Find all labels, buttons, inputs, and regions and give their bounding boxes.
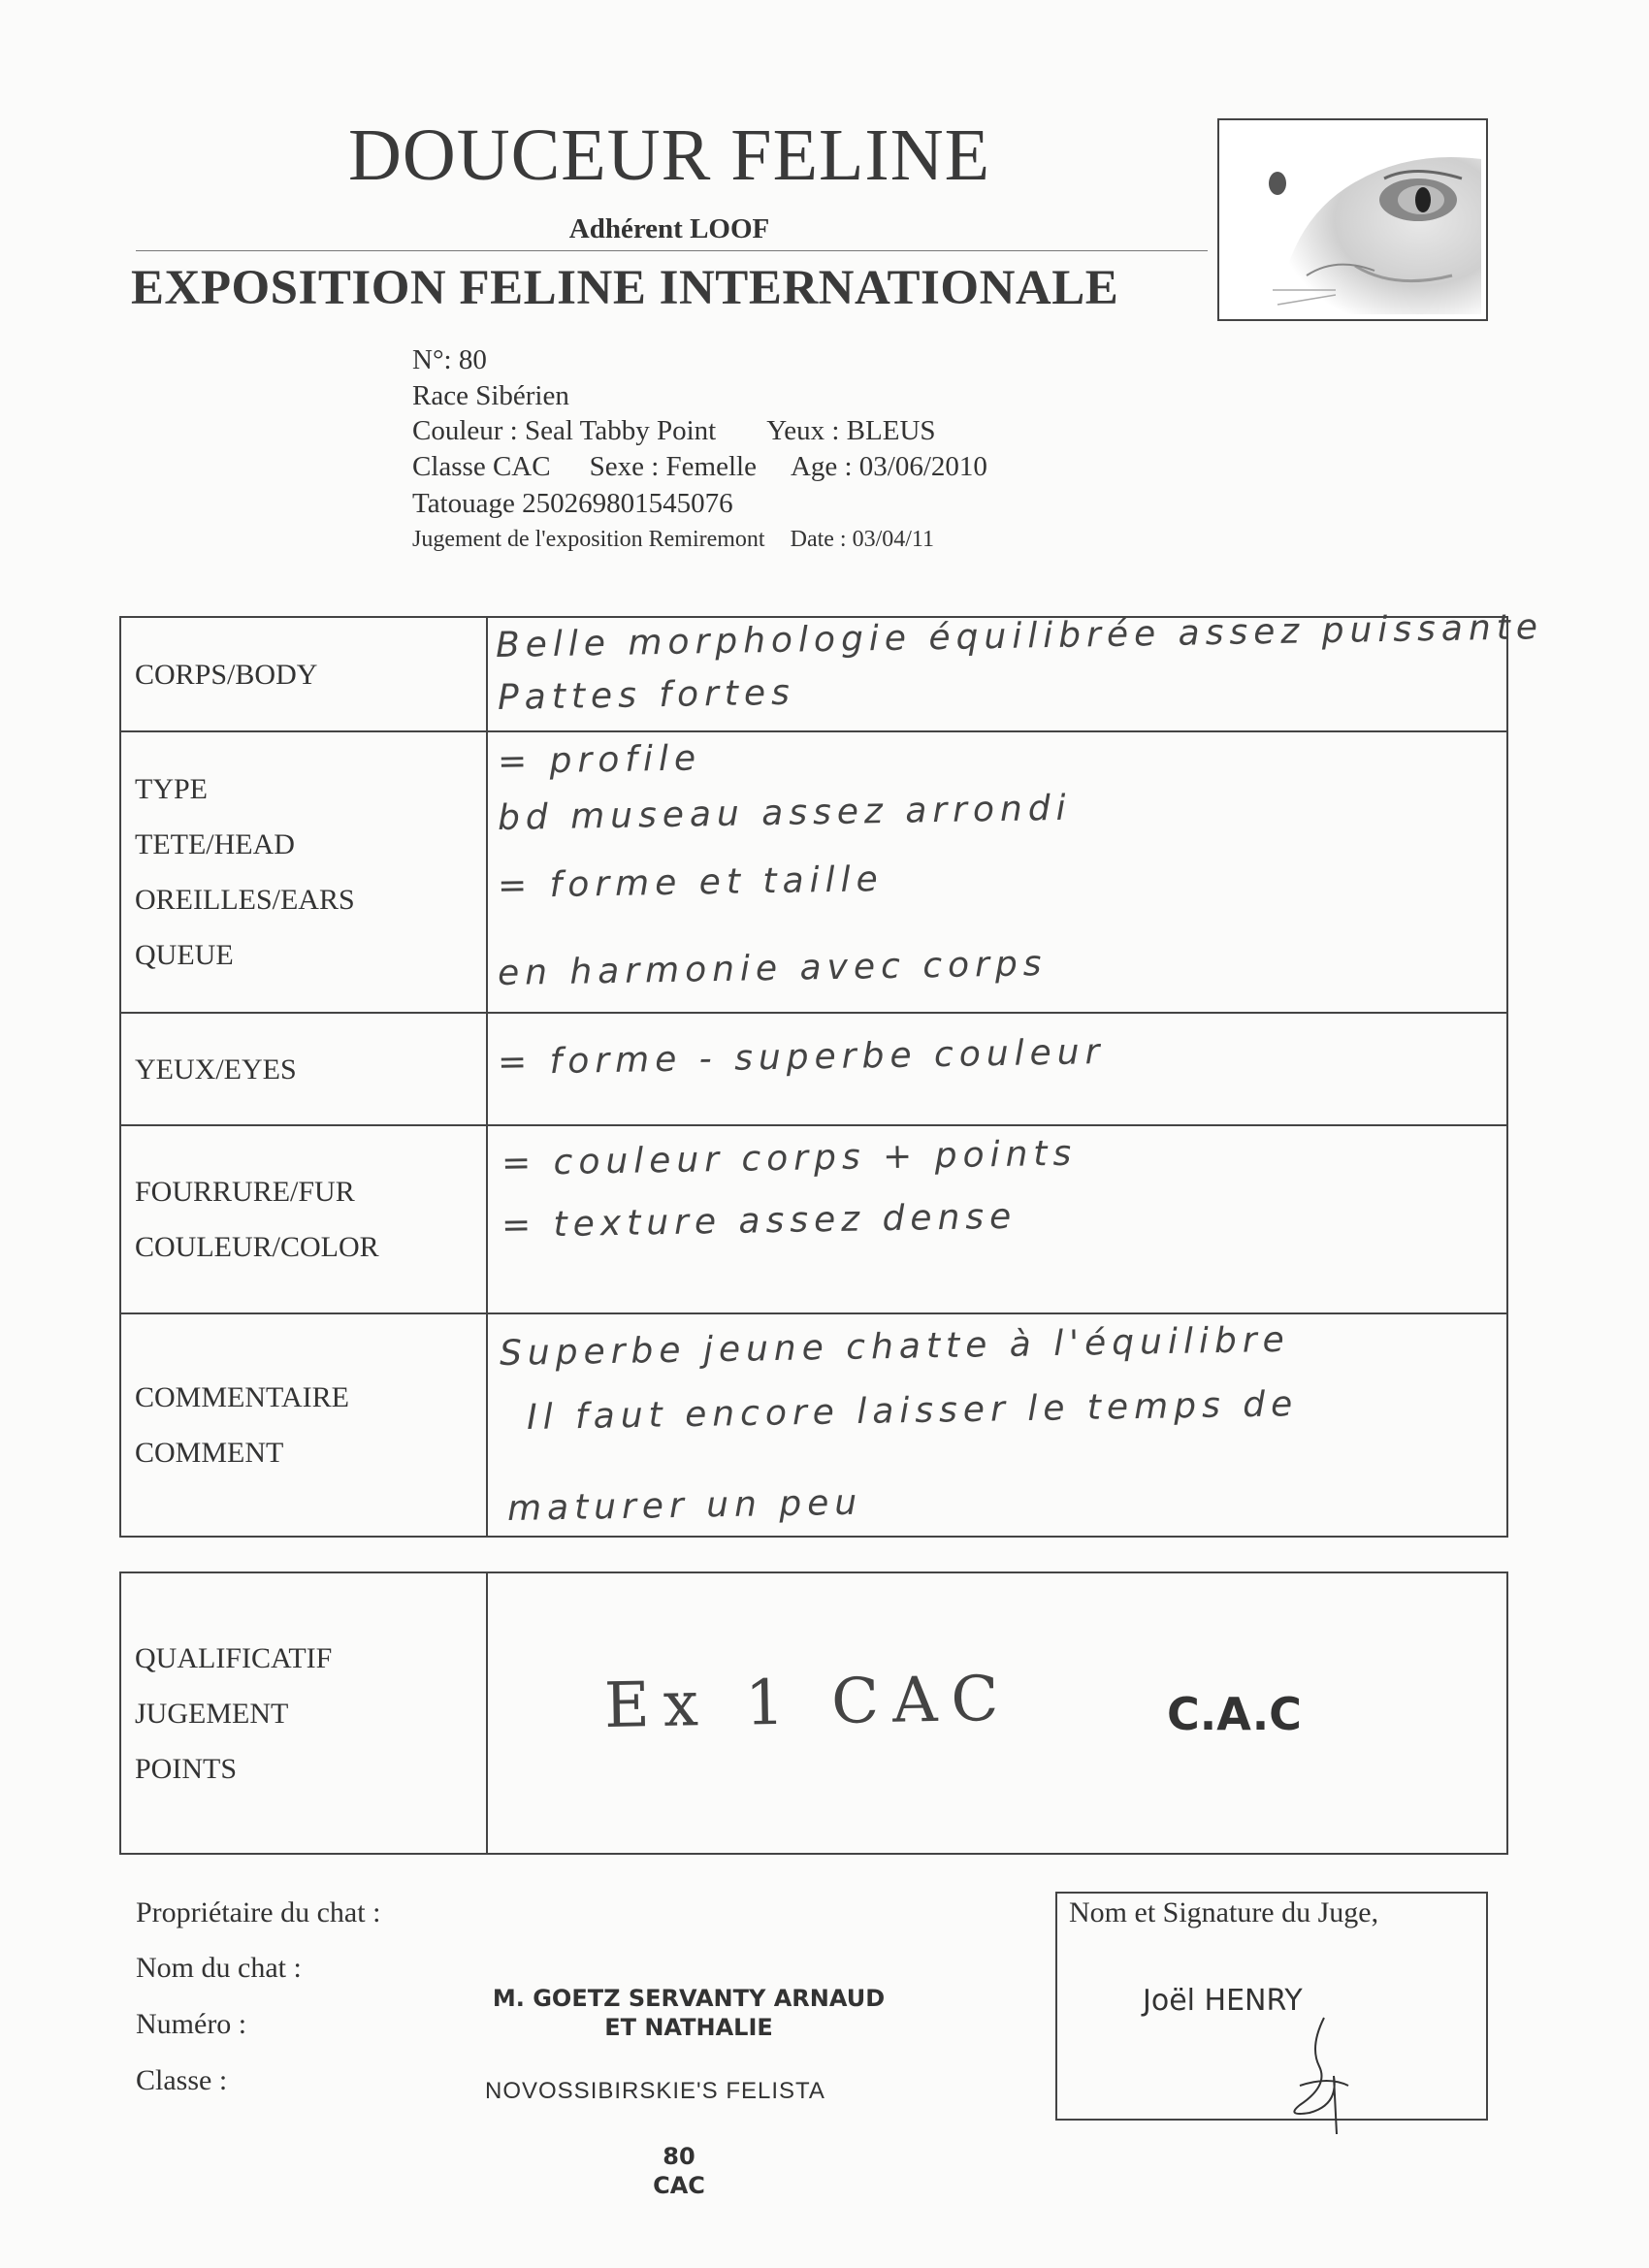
judgement-date: Date : 03/04/11 bbox=[790, 527, 935, 552]
hw-commentaire-2: Il faut encore laisser le temps de bbox=[526, 1384, 1299, 1438]
cat-age: Age : 03/06/2010 bbox=[790, 451, 987, 482]
owner-line-1: M. GOETZ SERVANTY ARNAUD bbox=[492, 1985, 886, 2012]
cat-tattoo: Tatouage 250269801545076 bbox=[412, 488, 733, 519]
adherent-loof: Adhérent LOOF bbox=[568, 213, 770, 244]
hw-type-2: bd museau assez arrondi bbox=[497, 788, 1072, 838]
printed-cac: C.A.C bbox=[1167, 1688, 1302, 1740]
row-commentaire bbox=[120, 1313, 1507, 1537]
page-title: DOUCEUR FELINE bbox=[347, 114, 991, 196]
stamp-class: CAC bbox=[653, 2172, 705, 2199]
label-qualificatif bbox=[120, 1572, 487, 1854]
cat-class-line bbox=[412, 451, 987, 483]
cat-color-line bbox=[412, 415, 936, 447]
row-corps bbox=[120, 617, 1507, 731]
label-corps: CORPS/BODY bbox=[120, 617, 487, 731]
value-type bbox=[487, 731, 1507, 1013]
judgement-line bbox=[412, 527, 934, 553]
cat-color: Couleur : Seal Tabby Point bbox=[412, 415, 717, 446]
label-type-1: TYPE bbox=[135, 773, 208, 805]
judge-signature bbox=[1242, 2008, 1377, 2144]
hw-corps-2: Pattes fortes bbox=[497, 672, 796, 718]
label-qualificatif-1: QUALIFICATIF bbox=[135, 1641, 333, 1674]
label-type-3: OREILLES/EARS bbox=[135, 884, 355, 916]
label-fourrure-1: FOURRURE/FUR bbox=[135, 1176, 355, 1208]
judge-label: Nom et Signature du Juge, bbox=[1069, 1896, 1379, 1928]
judgement-expo: Jugement de l'exposition Remiremont bbox=[412, 527, 765, 552]
owner-label: Propriétaire du chat : bbox=[136, 1896, 381, 1928]
class-label: Classe : bbox=[136, 2064, 228, 2096]
value-qualificatif bbox=[487, 1572, 1507, 1854]
cat-race: Race Sibérien bbox=[412, 380, 569, 411]
exposition-title: EXPOSITION FELINE INTERNATIONALE bbox=[131, 261, 1119, 315]
stamp-number: 80 bbox=[663, 2143, 695, 2170]
label-qualificatif-2: JUGEMENT bbox=[135, 1697, 289, 1730]
cat-class: Classe CAC bbox=[412, 451, 551, 482]
evaluation-table bbox=[119, 607, 1544, 1538]
value-fourrure bbox=[487, 1125, 1507, 1313]
qualificatif-table bbox=[119, 1571, 1508, 1855]
hw-yeux-1: = forme - superbe couleur bbox=[497, 1032, 1106, 1083]
cat-name: NOVOSSIBIRSKIE'S FELISTA bbox=[485, 2078, 825, 2104]
label-commentaire-2: COMMENT bbox=[135, 1437, 284, 1469]
row-yeux bbox=[120, 1013, 1507, 1125]
hw-corps-1: Belle morphologie équilibrée assez puissante bbox=[495, 607, 1544, 665]
owner-line-2: ET NATHALIE bbox=[604, 2014, 773, 2041]
hw-commentaire-3: maturer un peu bbox=[506, 1482, 863, 1529]
label-type-2: TETE/HEAD bbox=[135, 828, 295, 860]
hw-commentaire-1: Superbe jeune chatte à l'équilibre bbox=[499, 1319, 1291, 1374]
hw-fourrure-1: = couleur corps + points bbox=[501, 1133, 1078, 1183]
label-type-4: QUEUE bbox=[135, 939, 234, 971]
label-fourrure-2: COULEUR/COLOR bbox=[135, 1231, 379, 1263]
cat-photo bbox=[1217, 118, 1488, 321]
value-corps bbox=[487, 607, 1544, 731]
label-fourrure bbox=[120, 1125, 487, 1313]
hw-type-3: = forme et taille bbox=[497, 859, 885, 906]
label-commentaire bbox=[120, 1313, 487, 1537]
label-qualificatif-3: POINTS bbox=[135, 1752, 238, 1785]
value-yeux bbox=[487, 1013, 1507, 1125]
hw-type-4: en harmonie avec corps bbox=[497, 944, 1048, 993]
hw-qualificatif: Ex 1 CAC bbox=[603, 1663, 1013, 1742]
hw-fourrure-2: = texture assez dense bbox=[501, 1196, 1018, 1246]
label-commentaire-1: COMMENTAIRE bbox=[135, 1381, 349, 1413]
row-qualificatif bbox=[120, 1572, 1507, 1854]
owner-name bbox=[427, 1984, 951, 2042]
header-divider bbox=[136, 250, 1208, 251]
hw-type-1: = profile bbox=[497, 738, 702, 782]
cat-eyes: Yeux : BLEUS bbox=[766, 415, 936, 446]
judge-name: Joël HENRY bbox=[1143, 1984, 1303, 2018]
row-type bbox=[120, 731, 1507, 1013]
row-fourrure bbox=[120, 1125, 1507, 1313]
label-type bbox=[120, 731, 487, 1013]
label-yeux: YEUX/EYES bbox=[120, 1013, 487, 1125]
cat-number: N°: 80 bbox=[412, 344, 487, 375]
cat-face-image bbox=[1219, 120, 1486, 319]
cat-name-label: Nom du chat : bbox=[136, 1952, 302, 1984]
value-commentaire bbox=[487, 1313, 1507, 1537]
cat-sex: Sexe : Femelle bbox=[589, 451, 757, 482]
number-label: Numéro : bbox=[136, 2008, 247, 2040]
cat-number-stamp bbox=[621, 2142, 737, 2200]
